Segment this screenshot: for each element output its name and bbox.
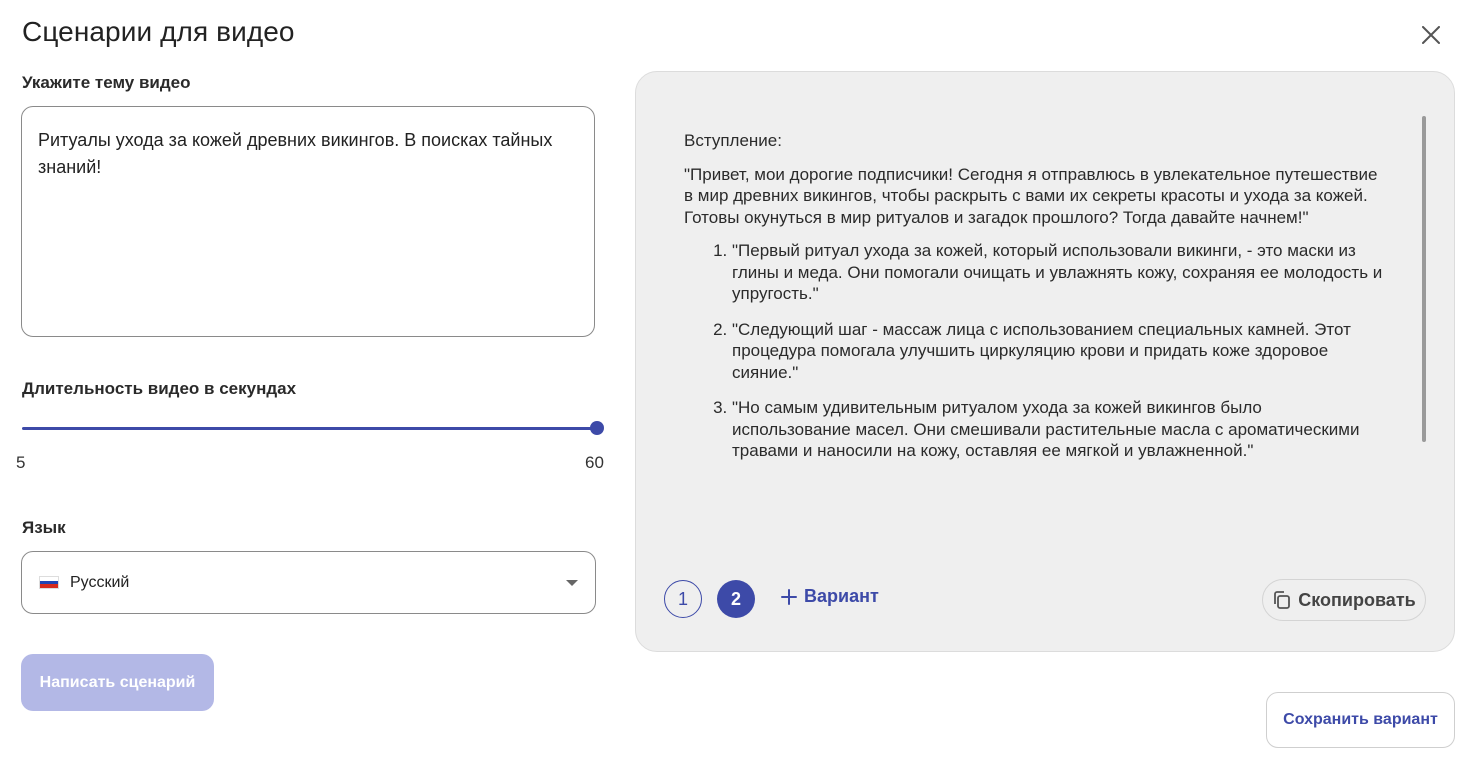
close-button[interactable] [1416,20,1446,50]
script-text [684,130,1384,560]
script-list [684,240,1384,462]
language-value: Русский [70,573,130,591]
caret-down-icon [566,580,578,586]
topic-label: Укажите тему видео [22,73,191,92]
copy-icon [1272,590,1292,610]
add-variant-label: Вариант [804,586,879,606]
duration-label: Длительность видео в секундах [22,379,297,398]
write-script-button[interactable]: Написать сценарий [21,654,214,711]
variant-2-button[interactable]: 2 [717,580,755,618]
slider-track[interactable] [22,427,597,430]
list-item: 3. "Но самым удивительным ритуалом ухода за кожей викингов было использование масел. Они смешивали растительные масла с ароматическими травами и наносили на кожу, оставляя ее мягкой и увлажненной." [732,397,1384,462]
scrollbar[interactable] [1422,116,1426,442]
topic-text: Ритуалы ухода за кожей древних викингов. В поисках тайных знаний! [38,130,553,177]
duration-slider[interactable] [22,418,602,440]
save-variant-button[interactable]: Сохранить вариант [1266,692,1455,748]
result-panel [635,71,1455,652]
language-label: Язык [22,518,66,537]
list-item: 1. "Первый ритуал ухода за кожей, который использовали викинги, - это маски из глины и меда. Они помогали очищать и увлажнять кожу, сохраняя ее молодость и упругость." [732,240,1384,305]
slider-thumb[interactable] [590,421,604,435]
list-item: 2. "Следующий шаг - массаж лица с использованием специальных камней. Этот процедура помогала улучшить циркуляцию крови и придать коже здоровое сияние." [732,319,1384,384]
copy-button[interactable] [1262,579,1426,621]
copy-label: Скопировать [1298,589,1416,610]
close-icon [1422,26,1440,44]
language-select[interactable] [21,551,596,614]
topic-textarea[interactable] [21,106,595,337]
add-variant-button[interactable] [780,586,879,607]
intro-heading: Вступление: [684,131,782,150]
plus-icon [780,588,798,606]
slider-max-label: 60 [585,453,604,472]
slider-min-label: 5 [16,453,26,472]
intro-text: "Привет, мои дорогие подписчики! Сегодня я отправлюсь в увлекательное путешествие в мир древних викингов, чтобы раскрыть с вами их секреты красоты и ухода за кожей. Готовы окунуться в мир ритуалов и загадок прошлого? Тогда давайте начнем!" [684,164,1378,227]
variant-1-button[interactable]: 1 [664,580,702,618]
russia-flag-icon [39,576,59,589]
dialog-title: Сценарии для видео [22,16,295,47]
